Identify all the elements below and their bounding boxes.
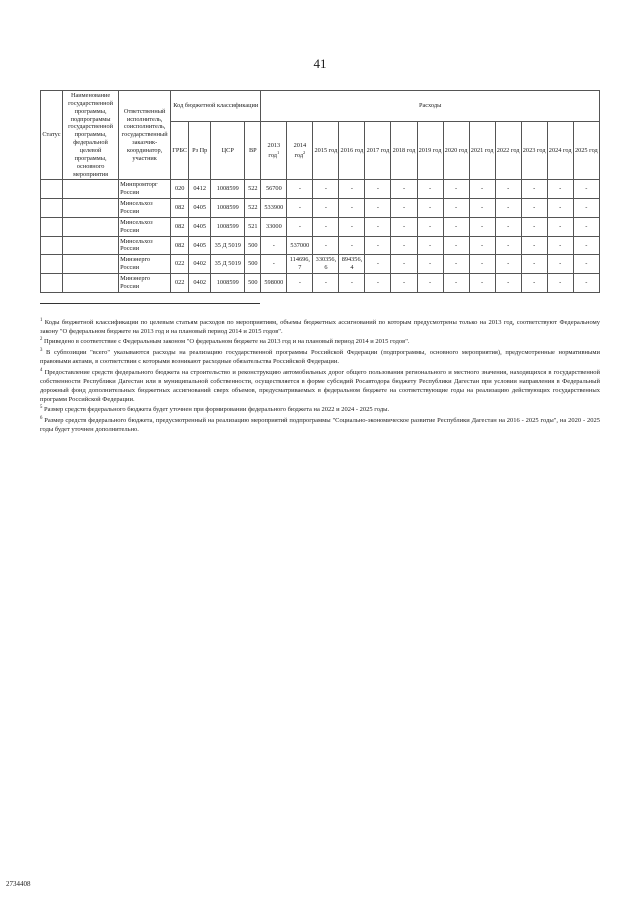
cell-year-value: - [469, 180, 495, 199]
header-year-8: 2021 год [469, 121, 495, 180]
cell-year-value: - [261, 236, 287, 255]
cell-year-value: - [573, 217, 599, 236]
cell-year-value: - [521, 180, 547, 199]
header-code-0: ГРБС [171, 121, 189, 180]
cell-status [41, 274, 63, 293]
header-year-11: 2024 год [547, 121, 573, 180]
cell-year-value: 894356,4 [339, 255, 365, 274]
cell-year-value: - [521, 236, 547, 255]
cell-year-value: - [547, 255, 573, 274]
cell-year-value: - [391, 274, 417, 293]
cell-year-value: 330356,6 [313, 255, 339, 274]
cell-year-value: - [365, 236, 391, 255]
footnote-text: В субпозиции "всего" указываются расходы на реализацию государственной программы Российской Федерации (подпрограммы, основного мероприятия), предусмотренные нормативными правовыми актами, в соответствии с которыми возникают расходные обязательства Российской Федерации. [40, 349, 600, 366]
cell-program-name [63, 199, 119, 218]
cell-status [41, 236, 63, 255]
cell-year-value: 537000 [287, 236, 313, 255]
cell-rzpr: 0402 [189, 274, 211, 293]
cell-year-value: - [443, 274, 469, 293]
cell-csr: 35 Д 5019 [211, 255, 245, 274]
header-year-0: 2013 год$^1$ [261, 121, 287, 180]
header-status: Статус [41, 91, 63, 180]
cell-responsible: Минсельхоз России [119, 217, 171, 236]
cell-year-value: - [365, 274, 391, 293]
footnote-text: Размер средств федерального бюджета, предусмотренный на реализацию мероприятий подпрограммы "Социально-экономическое развитие Республики Дагестан на 2016 - 2025 годы", на 2020 - 2025 годы будет уточнен дополнительно. [40, 417, 600, 434]
cell-vr: 522 [245, 199, 261, 218]
cell-year-value: - [287, 199, 313, 218]
footnote-item [40, 337, 600, 347]
cell-year-value: - [521, 274, 547, 293]
cell-year-value: - [547, 217, 573, 236]
cell-year-value: - [339, 274, 365, 293]
table-row [41, 236, 600, 255]
cell-year-value: - [313, 217, 339, 236]
footnote-text: Коды бюджетной классификации по целевым статьям расходов по мероприятиям, объемы бюджетных ассигнований по которым предусмотрены только на 2013 год, соответствуют Федеральному закону "О федеральном бюджете на 2013 год и на плановый период 2014 и 2015 годов". [40, 318, 600, 335]
header-year-9: 2022 год [495, 121, 521, 180]
cell-year-value: - [417, 199, 443, 218]
cell-program-name [63, 217, 119, 236]
cell-year-value: - [417, 255, 443, 274]
footnote-ref: 2 [303, 149, 306, 155]
cell-grbs: 082 [171, 217, 189, 236]
cell-status [41, 199, 63, 218]
footnote-ref: 1 [277, 149, 280, 155]
footnote-item [40, 318, 600, 337]
cell-year-value: 33000 [261, 217, 287, 236]
footnotes [40, 318, 600, 435]
cell-year-value: - [261, 255, 287, 274]
cell-responsible: Минэнерго России [119, 274, 171, 293]
cell-program-name [63, 274, 119, 293]
footnote-mark: 2 [40, 337, 43, 343]
cell-responsible: Минпромторг России [119, 180, 171, 199]
cell-year-value: - [573, 236, 599, 255]
cell-year-value: - [443, 180, 469, 199]
footnote-item [40, 368, 600, 404]
cell-rzpr: 0405 [189, 217, 211, 236]
header-budget-code-group: Код бюджетной классификации [171, 91, 261, 122]
cell-year-value: - [339, 217, 365, 236]
cell-year-value: 56700 [261, 180, 287, 199]
cell-year-value: - [365, 199, 391, 218]
header-year-3: 2016 год [339, 121, 365, 180]
cell-year-value: - [547, 236, 573, 255]
cell-year-value: - [339, 180, 365, 199]
header-expenses-group: Расходы [261, 91, 600, 122]
cell-year-value: - [469, 274, 495, 293]
budget-table-body [41, 180, 600, 292]
cell-year-value: - [391, 180, 417, 199]
cell-program-name [63, 236, 119, 255]
cell-grbs: 082 [171, 199, 189, 218]
budget-table-header [41, 91, 600, 180]
cell-year-value: - [365, 217, 391, 236]
header-year-7: 2020 год [443, 121, 469, 180]
cell-year-value: - [469, 255, 495, 274]
header-code-2: ЦСР [211, 121, 245, 180]
footnote-item [40, 348, 600, 367]
header-year-5: 2018 год [391, 121, 417, 180]
cell-responsible: Минсельхоз России [119, 199, 171, 218]
cell-year-value: - [495, 217, 521, 236]
header-row-groups [41, 91, 600, 122]
cell-year-value: - [391, 199, 417, 218]
footnote-mark: 6 [40, 416, 43, 422]
cell-rzpr: 0402 [189, 255, 211, 274]
cell-year-value: - [391, 217, 417, 236]
cell-rzpr: 0405 [189, 236, 211, 255]
footnote-text: Приведено в соответствие с Федеральным законом "О федеральном бюджете на 2013 год и на плановый период 2014 и 2015 годов". [42, 338, 410, 346]
cell-year-value: - [469, 217, 495, 236]
header-year-2: 2015 год [313, 121, 339, 180]
table-row [41, 180, 600, 199]
table-row [41, 274, 600, 293]
cell-year-value: - [443, 217, 469, 236]
cell-year-value: - [573, 274, 599, 293]
header-responsible: Ответственный исполнитель, соисполнитель, государственный заказчик-координатор, участник [119, 91, 171, 180]
cell-vr: 522 [245, 180, 261, 199]
cell-year-value: - [417, 180, 443, 199]
footnote-divider [40, 303, 260, 304]
cell-csr: 1008599 [211, 274, 245, 293]
cell-responsible: Минсельхоз России [119, 236, 171, 255]
cell-vr: 500 [245, 274, 261, 293]
cell-year-value: - [417, 274, 443, 293]
cell-csr: 1008599 [211, 217, 245, 236]
cell-status [41, 180, 63, 199]
cell-year-value: - [417, 217, 443, 236]
cell-year-value: - [547, 274, 573, 293]
cell-year-value: - [521, 199, 547, 218]
footnote-item [40, 416, 600, 435]
cell-year-value: - [443, 236, 469, 255]
cell-year-value: - [365, 255, 391, 274]
header-year-10: 2023 год [521, 121, 547, 180]
cell-year-value: - [391, 255, 417, 274]
header-year-4: 2017 год [365, 121, 391, 180]
cell-year-value: - [495, 274, 521, 293]
cell-year-value: - [287, 274, 313, 293]
table-row [41, 199, 600, 218]
cell-year-value: - [469, 199, 495, 218]
footnote-item [40, 405, 600, 415]
cell-status [41, 217, 63, 236]
footnote-mark: 1 [40, 317, 43, 323]
header-program-name: Наименование государственной программы, подпрограммы государственной программы, федеральной целевой программы, основного мероприятия [63, 91, 119, 180]
footnote-mark: 5 [40, 405, 43, 411]
cell-year-value: - [495, 255, 521, 274]
cell-year-value: 114696,7 [287, 255, 313, 274]
cell-year-value: - [391, 236, 417, 255]
cell-year-value: - [365, 180, 391, 199]
header-year-1: 2014 год$^2$ [287, 121, 313, 180]
cell-year-value: - [521, 217, 547, 236]
cell-year-value: - [495, 180, 521, 199]
cell-grbs: 082 [171, 236, 189, 255]
cell-year-value: - [573, 180, 599, 199]
cell-vr: 500 [245, 236, 261, 255]
header-code-1: Рз Пр [189, 121, 211, 180]
footnote-text: Предоставление средств федерального бюджета на строительство и реконструкцию автомобильных дорог общего пользования регионального и местного значения, находящихся в государственной собственности Республики Дагестан или в муниципальной собственности, осуществляется в форме субсидий Росавтодора бюджету Республики Дагестан при условии направления в Федеральный дорожный фонд дополнительных бюджетных ассигнований сверх объемов, предусматриваемых в федеральном бюджете на соответствующие годы на реализацию действующих государственных программ Российской Федерации. [40, 369, 600, 403]
cell-year-value: - [313, 199, 339, 218]
cell-year-value: 598000 [261, 274, 287, 293]
cell-csr: 1008599 [211, 199, 245, 218]
cell-year-value: 533900 [261, 199, 287, 218]
cell-grbs: 022 [171, 255, 189, 274]
cell-year-value: - [313, 274, 339, 293]
cell-year-value: - [443, 199, 469, 218]
cell-rzpr: 0412 [189, 180, 211, 199]
cell-year-value: - [313, 180, 339, 199]
cell-year-value: - [521, 255, 547, 274]
header-code-3: ВР [245, 121, 261, 180]
cell-grbs: 022 [171, 274, 189, 293]
footnote-mark: 4 [40, 368, 43, 374]
footnote-text: Размер средств федерального бюджета будет уточнен при формировании федерального бюджета на 2022 и 2024 - 2025 годы. [42, 406, 390, 414]
cell-program-name [63, 255, 119, 274]
cell-grbs: 020 [171, 180, 189, 199]
cell-year-value: - [495, 199, 521, 218]
cell-rzpr: 0405 [189, 199, 211, 218]
cell-year-value: - [443, 255, 469, 274]
page-number: 41 [313, 56, 327, 71]
header-year-6: 2019 год [417, 121, 443, 180]
cell-year-value: - [547, 199, 573, 218]
cell-csr: 1008599 [211, 180, 245, 199]
cell-year-value: - [547, 180, 573, 199]
cell-vr: 500 [245, 255, 261, 274]
table-row [41, 255, 600, 274]
cell-year-value: - [573, 199, 599, 218]
cell-year-value: - [417, 236, 443, 255]
document-code: 2734408 [6, 880, 31, 888]
table-row [41, 217, 600, 236]
cell-year-value: - [339, 199, 365, 218]
cell-year-value: - [573, 255, 599, 274]
cell-year-value: - [339, 236, 365, 255]
cell-responsible: Минэнерго России [119, 255, 171, 274]
cell-year-value: - [287, 217, 313, 236]
cell-csr: 35 Д 5019 [211, 236, 245, 255]
cell-vr: 521 [245, 217, 261, 236]
cell-year-value: - [287, 180, 313, 199]
cell-status [41, 255, 63, 274]
header-year-12: 2025 год [573, 121, 599, 180]
cell-year-value: - [469, 236, 495, 255]
cell-program-name [63, 180, 119, 199]
cell-year-value: - [495, 236, 521, 255]
budget-table [40, 90, 600, 293]
cell-year-value: - [313, 236, 339, 255]
document-body [40, 90, 600, 870]
footnote-mark: 3 [40, 348, 43, 354]
